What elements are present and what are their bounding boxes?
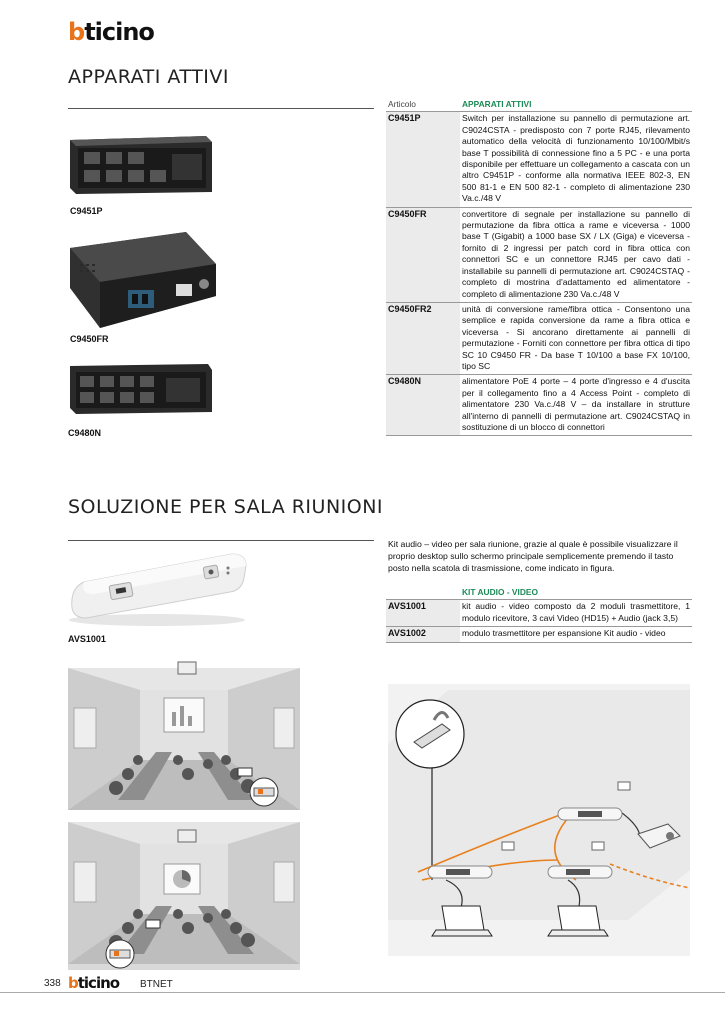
product-label-c9450fr: C9450FR xyxy=(70,334,109,344)
section-title-meeting: SOLUZIONE PER SALA RIUNIONI xyxy=(68,496,384,518)
kit-intro-text: Kit audio – video per sala riunione, grazie al quale è possibile visualizzare il proprio desktop sullo schermo principale semplicemente premendo il tasto posto nella scatola di trasmissione, come indicato in figura. xyxy=(388,539,678,574)
col-header-kit: KIT AUDIO - VIDEO xyxy=(462,587,538,597)
row-desc: convertitore di segnale per installazione su pannello di permutazione da fibra ottica a rame e viceversa - 1000 base T (Gigabit) a 1000 base SX / LX (Giga) e viceversa - fornito di 2 ingressi per patch cord in fibra ottica con connettori SC e un connettore RJ45 per cavo dati - installabile su pannelli di permutazione art. C9024CSTAQ - completo di mostrina d'adattamento ed alimentatore - completo di alimentazione 230 Va.c./48 V xyxy=(460,207,692,302)
row-code: AVS1001 xyxy=(386,600,460,627)
row-desc: kit audio - video composto da 2 moduli trasmettitore, 1 modulo ricevitore, 3 cavi Video (HD15) + Audio (jack 3,5) xyxy=(460,600,692,627)
product-image-c9450fr xyxy=(66,228,226,332)
section-rule-meeting xyxy=(68,540,374,541)
row-desc: modulo trasmettitore per espansione Kit audio - video xyxy=(460,627,692,642)
footer-rule xyxy=(0,992,725,993)
brand-logo-rest: ticino xyxy=(84,18,154,46)
product-label-c9480n: C9480N xyxy=(68,428,102,438)
table-row xyxy=(386,112,692,207)
row-code: C9451P xyxy=(386,112,460,207)
row-code: AVS1002 xyxy=(386,627,460,642)
row-desc: unità di conversione rame/fibra ottica - Consentono una semplice e rapida conversione da rame a fibra ottica e viceversa - Si ancorano direttamente ai pannelli di permutazione - Forniti con connettore per fibra ottica di tipo SC 10 C9450 FR - Da base T 10/100 a base FX 10/100, tipo SC xyxy=(460,302,692,374)
row-code: C9450FR xyxy=(386,207,460,302)
section-title-active: APPARATI ATTIVI xyxy=(68,66,230,88)
footer-brand-logo xyxy=(68,974,119,992)
table-row xyxy=(386,375,692,436)
meeting-room-illustration-2 xyxy=(68,818,300,970)
product-label-c9451p: C9451P xyxy=(70,206,103,216)
footer-logo-rest: ticino xyxy=(77,974,120,992)
section-rule-active xyxy=(68,108,374,109)
product-image-c9480n xyxy=(66,360,216,416)
product-label-avs1001: AVS1001 xyxy=(68,634,106,644)
table-row xyxy=(386,207,692,302)
col-header-article: Articolo xyxy=(388,99,416,109)
row-code: C9450FR2 xyxy=(386,302,460,374)
table-row xyxy=(386,302,692,374)
meeting-room-illustration-1 xyxy=(68,660,300,810)
spec-table-kit xyxy=(386,586,692,643)
catalog-name: BTNET xyxy=(140,979,173,990)
row-desc: Switch per installazione su pannello di permutazione art. C9024CSTA - predisposto con 7 porte RJ45, rilevamento automatico della velocità di funzionamento 10/100/Mbit/s base T possibilità di connessione fino a 5 PC - e una porta disponibile per effettuare un collegamento a cascata con un altro C9451P - conforme alla normativa IEEE 802-3, EN 500 81-1 e EN 500 82-1 - completo di alimentazione 230 Va.c./48 V xyxy=(460,112,692,207)
row-desc: alimentatore PoE 4 porte – 4 porte d'ingresso e 4 d'uscita per il collegamento fino a 4 Access Point - completo di alimentatore 230 Va.c./48 V – da installare in strutture all'interno di pannelli di permutazione art. C9024CSTAQ in sostituzione di un blocco di connettori xyxy=(460,375,692,436)
row-code: C9480N xyxy=(386,375,460,436)
footer-logo-b: b xyxy=(68,974,78,992)
product-image-c9451p xyxy=(66,132,216,196)
table-row xyxy=(386,627,692,642)
brand-logo xyxy=(68,18,154,46)
brand-logo-b: b xyxy=(68,18,85,46)
connection-diagram xyxy=(388,684,690,956)
col-header-active: APPARATI ATTIVI xyxy=(462,99,532,109)
page-number: 338 xyxy=(44,978,61,989)
spec-table-active xyxy=(386,98,692,436)
col-header-empty xyxy=(386,586,460,600)
table-row xyxy=(386,600,692,627)
product-image-avs1001 xyxy=(64,548,250,628)
